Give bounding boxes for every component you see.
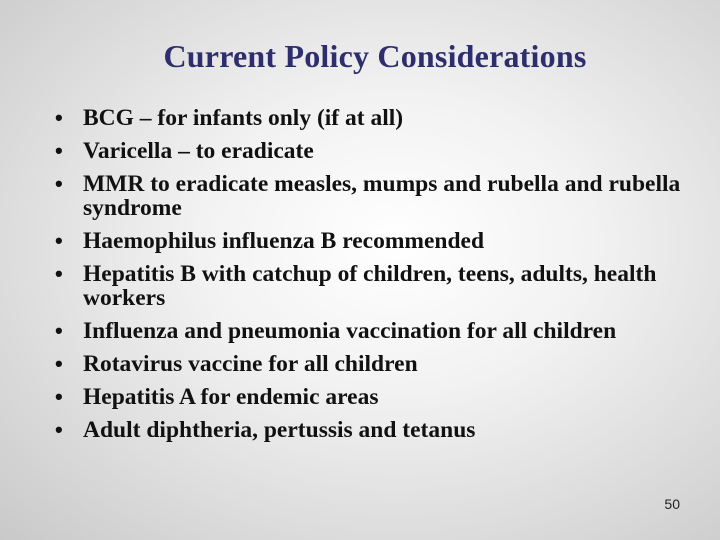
- bullet-icon: •: [55, 417, 63, 442]
- bullet-item: [55, 229, 695, 253]
- bullet-text: Influenza and pneumonia vaccination for all children: [83, 318, 617, 344]
- bullet-text: Adult diphtheria, pertussis and tetanus: [83, 417, 476, 443]
- bullet-text: BCG – for infants only (if at all): [83, 105, 404, 131]
- bullet-icon: •: [55, 105, 63, 130]
- bullet-text: Varicella – to eradicate: [83, 138, 314, 164]
- bullet-text: Haemophilus influenza B recommended: [83, 228, 485, 254]
- bullet-icon: •: [55, 384, 63, 409]
- bullet-item: [55, 385, 695, 409]
- bullet-item: [55, 172, 695, 220]
- bullet-icon: •: [55, 318, 63, 343]
- bullet-icon: •: [55, 351, 63, 376]
- bullet-item: [55, 139, 695, 163]
- slide-title: Current Policy Considerations: [163, 38, 587, 74]
- bullet-icon: •: [55, 171, 63, 196]
- slide-number: 50: [664, 496, 680, 512]
- bullet-list: [55, 106, 695, 451]
- bullet-text: Rotavirus vaccine for all children: [83, 351, 418, 377]
- bullet-text: MMR to eradicate measles, mumps and rubella and rubella syndrome: [83, 171, 681, 221]
- bullet-item: [55, 106, 695, 130]
- bullet-icon: •: [55, 261, 63, 286]
- bullet-item: [55, 319, 695, 343]
- bullet-text: Hepatitis A for endemic areas: [83, 384, 379, 410]
- bullet-item: [55, 418, 695, 442]
- bullet-icon: •: [55, 138, 63, 163]
- bullet-item: [55, 352, 695, 376]
- bullet-text: Hepatitis B with catchup of children, teens, adults, health workers: [83, 261, 657, 311]
- bullet-item: [55, 262, 695, 310]
- bullet-icon: •: [55, 228, 63, 253]
